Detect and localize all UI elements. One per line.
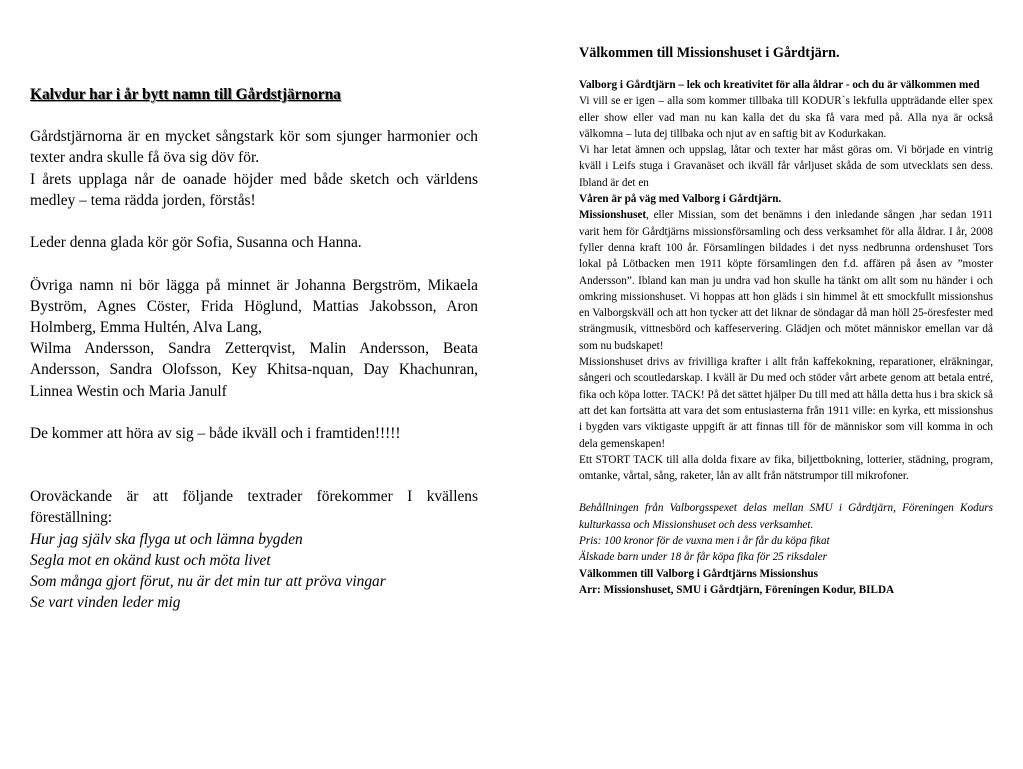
history-text: , eller Missian, som det benämns i den inledande sången ,har sedan 1911 varit hem för Gårdtjärns missionsförsamling och dess verksamhet för alla åldrar. I år, 2008 fyller denna kraft 100 år. Församlingen bildades i det nyss nedbrunna ordenshuset Tors lokal på Lötbacken men 1911 köpte församlingen den f.d. affären på åsen av ”moster Andersson”. Ibland kan man ju undra vad hon skulle ha tänkt om allt som nu händer i och omkring missionshuset. Vi hoppas att hon gläds i sin himmel åt ett smockfullt missionshus en Valborgskväll och att hon tycker att det liknar de söndagar då man höll 25-öresfester med strängmusik, vittnesbörd och kaffeservering. Glädjen och mötet människor emellan var då som nu budskapet! [579, 209, 993, 352]
invite-paragraph: Vi vill se er igen – alla som kommer tillbaka till KODUR`s lekfulla uppträdande eller spex eller show eller vad man nu kan kalla det du ska få vara med på. Alla nya är också välkomna – luta dej tillbaka och njut av en saftig bit av Kodurkakan. [579, 95, 993, 140]
choir-closing: De kommer att höra av sig – både ikväll och i framtiden!!!!! [30, 425, 401, 442]
price-children: Älskade barn under 18 år får köpa fika för 25 riksdaler [579, 551, 827, 564]
lyrics-intro: Oroväckande är att följande textrader förekommer I kvällens föreställning: [30, 488, 478, 527]
lyric-line: Hur jag själv ska flyga ut och lämna bygden [30, 530, 303, 548]
spacer [30, 211, 478, 232]
proceeds-note: Behållningen från Valborgsspexet delas mellan SMU i Gårdtjärn, Föreningen Kodurs kulturkassa och Missionshuset och dess verksamhet. [579, 502, 993, 531]
choir-members-2: Wilma Andersson, Sandra Zetterqvist, Malin Andersson, Beata Andersson, Sandra Olofsson, Key Khitsa-nquan, Day Khachunran, Linnea Westin och Maria Janulf [30, 340, 478, 400]
lyric-line: Som många gjort förut, nu är det min tur att pröva vingar [30, 573, 386, 591]
lyric-line: Se vart vinden leder mig [30, 594, 181, 612]
choir-members-1: Övriga namn ni bör lägga på minnet är Johanna Bergström, Mikaela Byström, Agnes Cöster, Frida Höglund, Mattias Jakobsson, Aron Holmberg, Emma Hultén, Alva Lang, [30, 276, 478, 336]
process-paragraph: Vi har letat ämnen och uppslag, låtar och texter har måst göras om. Vi började en vintrig kväll i Leifs stuga i Gravanäset och ikväll får vårljuset skåda de som utvecklats sen dess. Ibland är det en [579, 144, 993, 189]
welcome-title: Välkommen till Missionshuset i Gårdtjärn. [579, 45, 840, 61]
valborg-subtitle: Valborg i Gårdtjärn – lek och kreativitet för alla åldrar - och du är välkommen med [579, 79, 980, 91]
spacer [30, 253, 478, 274]
history-paragraph [579, 207, 993, 354]
choir-edition: I årets upplaga når de oanade höjder med både sketch och världens medley – tema rädda jorden, förstås! [30, 170, 478, 209]
welcome-closing: Välkommen till Valborg i Gårdtjärns Missionshus [579, 567, 819, 580]
missionshuset-label: Missionshuset [579, 209, 647, 222]
choir-leaders: Leder denna glada kör gör Sofia, Susanna och Hanna. [30, 234, 362, 252]
thanks-paragraph: Ett STORT TACK till alla dolda fixare av fika, biljettbokning, lotterier, städning, program, omtanke, vårtal, sång, raketer, lån av allt från nätstrumpor till mikrofoner. [579, 453, 993, 483]
choir-heading: Kalvdur har i år bytt namn till Gårdstjärnorna [30, 86, 341, 103]
price-adults: Pris: 100 kronor för de vuxna men i år får du köpa fikat [579, 535, 830, 548]
spacer [579, 484, 993, 500]
spacer [30, 444, 478, 486]
spring-line: Våren är på väg med Valborg i Gårdtjärn. [579, 193, 782, 206]
choir-intro: Gårdstjärnorna är en mycket sångstark kör som sjunger harmonier och texter andra skulle få öva sig döv för. [30, 128, 478, 167]
left-column [30, 84, 478, 613]
right-column [579, 43, 993, 598]
spacer [30, 402, 478, 423]
volunteers-paragraph: Missionshuset drivs av frivilliga krafter i allt från kaffekokning, reparationer, elräkningar, sångeri och scoutledarskap. I kväll är Du med och stöder vårt arbete genom att betala entré, fika och köpa lotter. TACK! På det sättet hjälper Du till med att hålla detta hus i bra skick så att det kan fortsätta att vara det som entusiasterna från 1911 ville: en kyrka, ett missionshus i bygden vars viktigaste uppgift är att finnas till för de människor som vill komma in och dela gemenskapen! [579, 356, 993, 450]
lyric-line: Segla mot en okänd kust och möta livet [30, 551, 271, 569]
organizers: Arr: Missionshuset, SMU i Gårdtjärn, Föreningen Kodur, BILDA [579, 583, 895, 596]
